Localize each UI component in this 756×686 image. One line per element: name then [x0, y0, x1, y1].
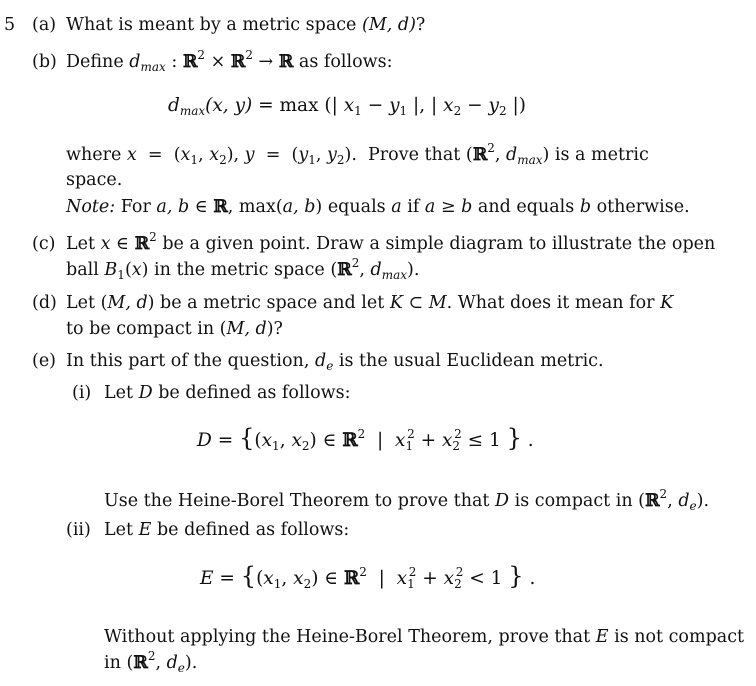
part-e-ii-instruction-line2: in (ℝ$^2$, $d_e$).: [104, 649, 198, 675]
part-e-ii-line: Let E be defined as follows:: [104, 520, 350, 540]
part-e-label: (e): [32, 351, 57, 371]
part-b-define-line: Define $d_{max}$ : ℝ$^2$ × ℝ$^2$ → ℝ as follows:: [66, 48, 393, 74]
part-c-line1: Let x ∈ ℝ$^2$ be a given point. Draw a simple diagram to illustrate the open: [66, 230, 716, 254]
question-number: 5: [4, 15, 16, 35]
part-b-label: (b): [32, 52, 57, 72]
part-a-label: (a): [32, 15, 57, 35]
part-c-line2: ball $B_1(x)$ in the metric space (ℝ$^2$, $d_{max}$).: [66, 256, 420, 282]
part-e-i-label: (i): [72, 383, 92, 403]
part-e-ii-label: (ii): [66, 520, 91, 540]
part-a-text: What is meant by a metric space (M, d)?: [66, 15, 426, 35]
part-e-ii-instruction-line1: Without applying the Heine-Borel Theorem, prove that E is not compact: [104, 627, 745, 647]
part-e-intro: In this part of the question, $d_e$ is the usual Euclidean metric.: [66, 351, 604, 373]
set-D-formula: $D = \{(x_1$, $x_2$) ∈ ℝ$^2$ | $x_1^2 + x_2^2 \le 1$ } .: [197, 424, 534, 453]
dmax-formula: $d_{max}(x$, y) = max (| $x_1 - y_1$ |, | $x_2 - y_2$ |): [168, 95, 526, 118]
part-b-note: Note: For a, b ∈ ℝ, max(a, b) equals a if a ≥ b and equals b otherwise.: [66, 197, 690, 217]
part-d-line1: Let (M, d) be a metric space and let K ⊂ M. What does it mean for K: [66, 293, 674, 313]
part-c-label: (c): [32, 234, 56, 254]
part-d-line2: to be compact in (M, d)?: [66, 319, 283, 339]
part-e-i-instruction: Use the Heine-Borel Theorem to prove that D is compact in (ℝ$^2$, $d_e$).: [104, 487, 710, 513]
part-d-label: (d): [32, 293, 57, 313]
part-b-space-word: space.: [66, 170, 123, 190]
part-b-where-line: where $x = (x_1$, $x_2$), $y = (y_1$, $y_2$). Prove that (ℝ$^2$, $d_{max}$) is a metric: [66, 141, 649, 167]
set-E-formula: $E = \{(x_1$, $x_2$) ∈ ℝ$^2$ | $x_1^2 + x_2^2 < 1$ } .: [200, 562, 536, 591]
part-e-i-line: Let D be defined as follows:: [104, 383, 351, 403]
